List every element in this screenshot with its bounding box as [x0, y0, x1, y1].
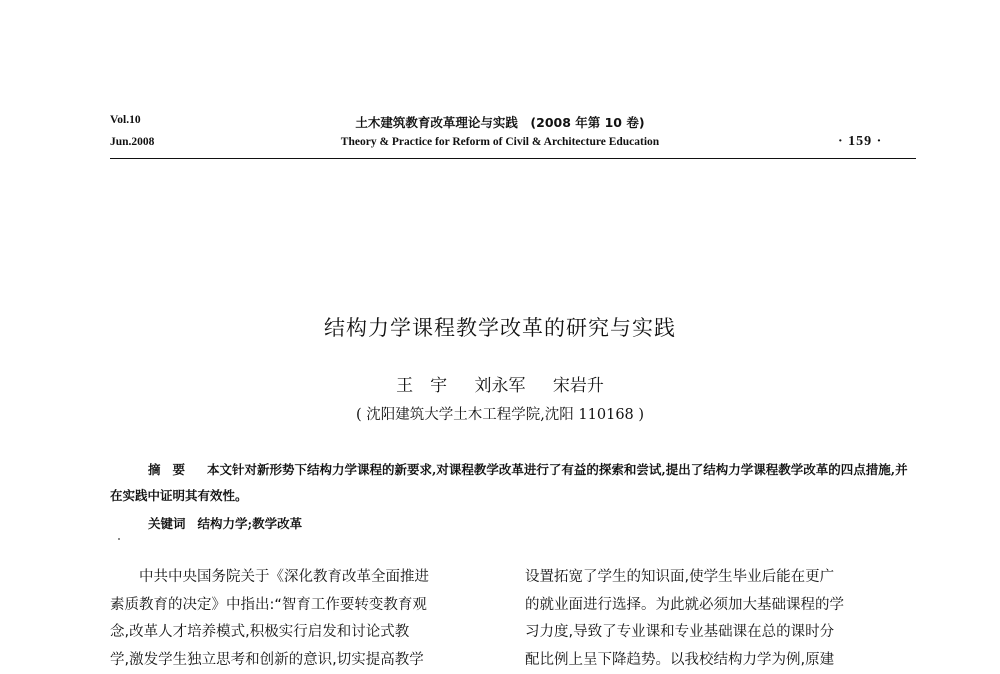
author: 宋岩升 — [553, 376, 604, 396]
issue-date: Jun.2008 — [110, 136, 154, 148]
text-line: 素质教育的决定》中指出:“智育工作要转变教育观 — [110, 592, 506, 620]
text-line: 习力度,导致了专业课和专业基础课在总的课时分 — [525, 619, 917, 647]
text-line: 的就业面进行选择。为此就必须加大基础课程的学 — [525, 592, 917, 620]
page-number: · 159 · — [838, 134, 882, 150]
text-line: 配比例上呈下降趋势。以我校结构力学为例,原建 — [525, 647, 917, 674]
keywords-text: 结构力学;教学改革 — [198, 516, 303, 531]
text-line: 念,改革人才培养模式,积极实行启发和讨论式教 — [110, 619, 506, 647]
abstract-label: 摘要 — [148, 462, 197, 477]
body-column-left — [110, 564, 506, 674]
body-column-right — [525, 564, 917, 674]
text-line: 学,激发学生独立思考和创新的意识,切实提高教学 — [110, 647, 506, 674]
volume-label: Vol.10 — [110, 114, 141, 126]
header-rule — [110, 158, 916, 159]
author: 刘永军 — [475, 376, 526, 396]
author: 王 宇 — [396, 376, 447, 396]
journal-title-english: Theory & Practice for Reform of Civil & Architecture Education — [0, 136, 1000, 148]
author-list — [0, 371, 1000, 396]
keywords-label: 关键词 — [148, 516, 186, 531]
text-line: 中共中央国务院关于《深化教育改革全面推进 — [110, 564, 506, 592]
text-line: 设置拓宽了学生的知识面,使学生毕业后能在更广 — [525, 564, 917, 592]
keywords — [148, 514, 302, 532]
journal-title-chinese: 土木建筑教育改革理论与实践 (2008 年第 10 卷) — [0, 113, 1000, 131]
article-title: 结构力学课程教学改革的研究与实践 — [0, 312, 1000, 342]
speck — [118, 538, 120, 540]
abstract — [110, 457, 916, 509]
abstract-text: 本文针对新形势下结构力学课程的新要求,对课程教学改革进行了有益的探索和尝试,提出了结构力学课程教学改革的四点措施,并在实践中证明其有效性。 — [110, 462, 908, 503]
author-affiliation: ( 沈阳建筑大学土木工程学院,沈阳 110168 ) — [0, 403, 1000, 424]
